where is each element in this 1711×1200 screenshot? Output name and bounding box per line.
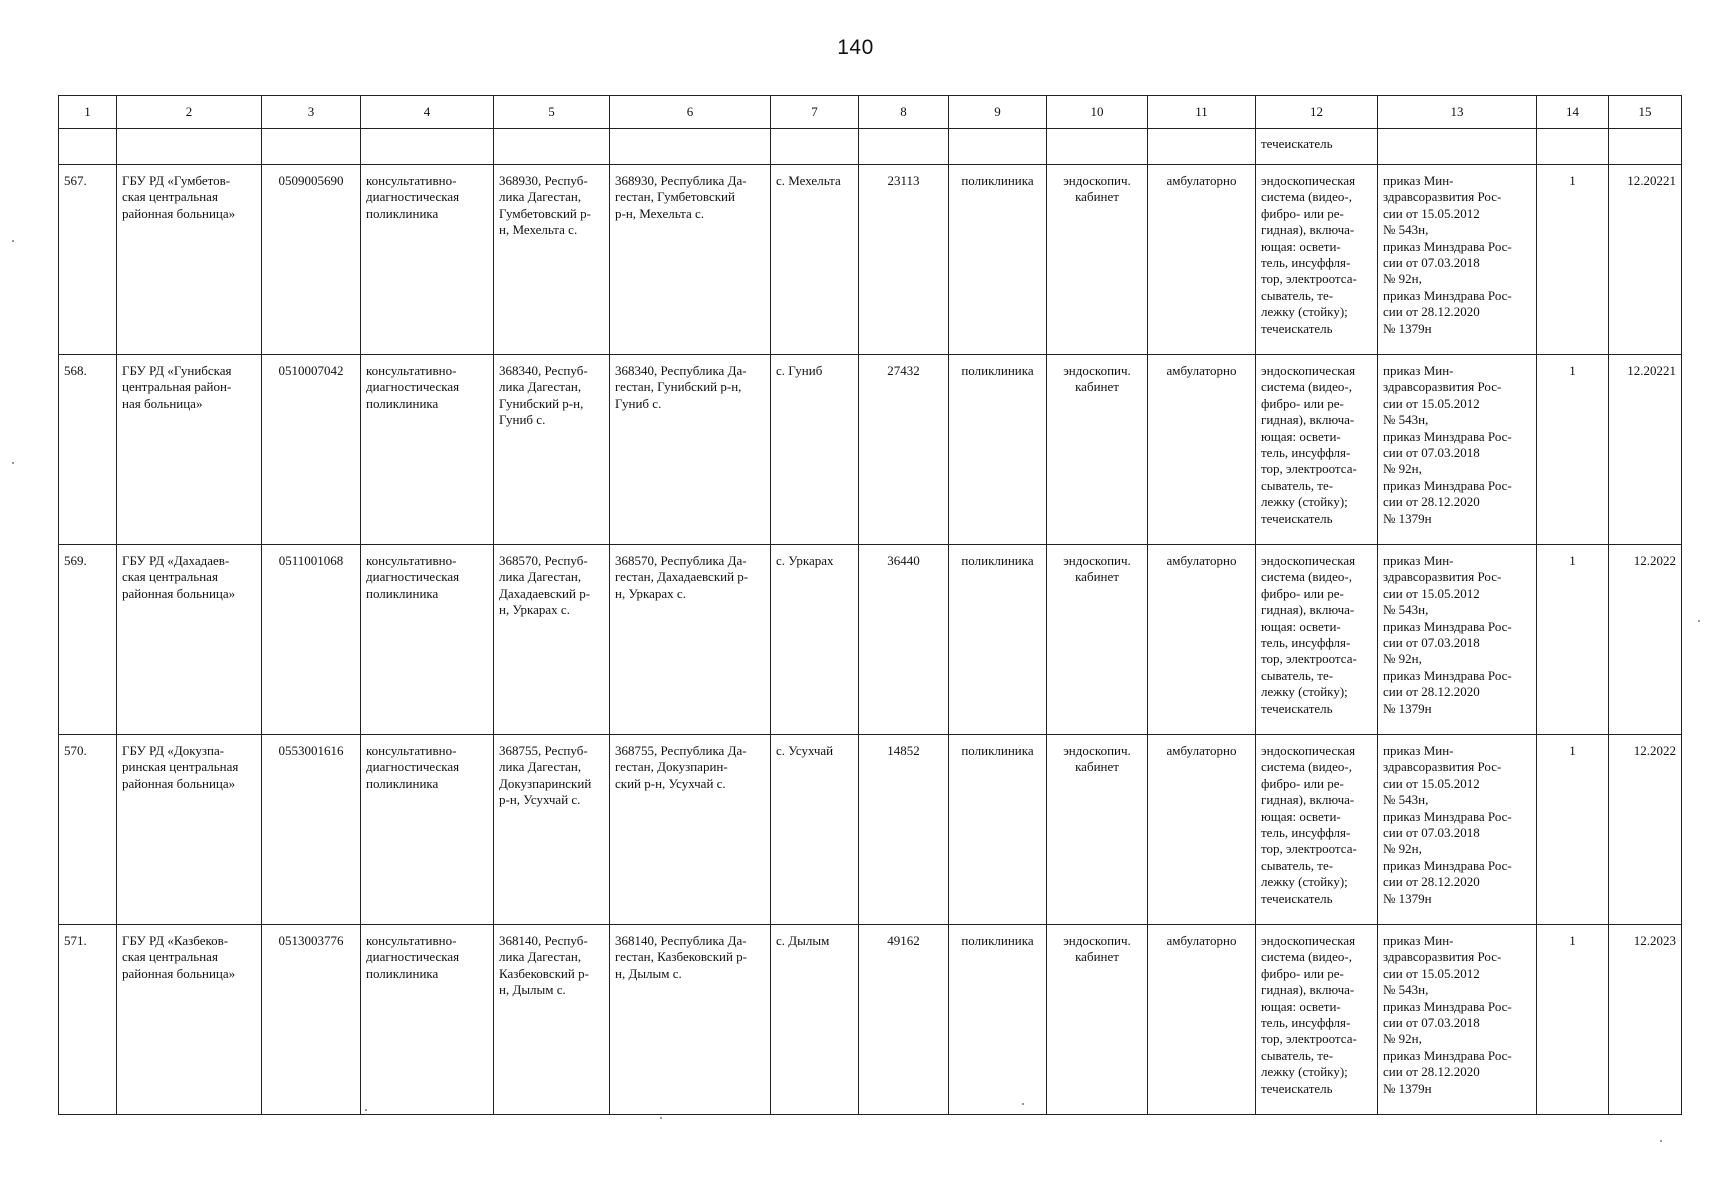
equipment-cell: эндоскопическая система (видео-, фибро- или ре- гидная), включа- ющая: освети- тель, инсуффля- тор, электроотса- сыватель, те- лежку (стойку); течеискатель <box>1256 355 1378 545</box>
settlement-cell: с. Уркарах <box>771 545 859 735</box>
scan-speck <box>365 1109 367 1111</box>
table-cell <box>610 129 771 165</box>
legal-basis-cell: приказ Мин- здравсоразвития Рос- сии от 15.05.2012 № 543н, приказ Минздрава Рос- сии от 07.03.2018 № 92н, приказ Минздрава Рос- сии от 28.12.2020 № 1379н <box>1378 165 1537 355</box>
table-cell <box>1378 129 1537 165</box>
population-cell: 27432 <box>859 355 949 545</box>
legal-address-cell: 368930, Респуб- лика Дагестан, Гумбетовский р- н, Мехельта с. <box>494 165 610 355</box>
organization-cell: ГБУ РД «Казбеков- ская центральная районная больница» <box>117 925 262 1115</box>
facility-type-cell: поликлиника <box>949 735 1047 925</box>
table-cell <box>1537 129 1609 165</box>
column-header: 8 <box>859 96 949 129</box>
table-cell <box>59 129 117 165</box>
column-header: 5 <box>494 96 610 129</box>
table-row <box>59 925 1682 1115</box>
table-cell <box>117 129 262 165</box>
scan-speck <box>1698 620 1700 622</box>
table-row <box>59 735 1682 925</box>
facility-type-cell: поликлиника <box>949 925 1047 1115</box>
unit-cell: эндоскопич. кабинет <box>1047 925 1148 1115</box>
unit-cell: эндоскопич. кабинет <box>1047 735 1148 925</box>
equipment-cell: эндоскопическая система (видео-, фибро- или ре- гидная), включа- ющая: освети- тель, инсуффля- тор, электроотса- сыватель, те- лежку (стойку); течеискатель <box>1256 545 1378 735</box>
population-cell: 23113 <box>859 165 949 355</box>
scan-speck <box>1022 1103 1024 1105</box>
legal-basis-cell: приказ Мин- здравсоразвития Рос- сии от 15.05.2012 № 543н, приказ Минздрава Рос- сии от 07.03.2018 № 92н, приказ Минздрава Рос- сии от 28.12.2020 № 1379н <box>1378 355 1537 545</box>
row-number: 571. <box>59 925 117 1115</box>
row-number: 568. <box>59 355 117 545</box>
care-mode-cell: амбулаторно <box>1148 735 1256 925</box>
legal-basis-cell: приказ Мин- здравсоразвития Рос- сии от 15.05.2012 № 543н, приказ Минздрава Рос- сии от 07.03.2018 № 92н, приказ Минздрава Рос- сии от 28.12.2020 № 1379н <box>1378 735 1537 925</box>
subdivision-cell: консультативно- диагностическая поликлиника <box>361 355 494 545</box>
column-header: 3 <box>262 96 361 129</box>
date-cell: 12.2022 <box>1609 545 1682 735</box>
legal-address-cell: 368340, Респуб- лика Дагестан, Гунибский р-н, Гуниб с. <box>494 355 610 545</box>
legal-basis-cell: приказ Мин- здравсоразвития Рос- сии от 15.05.2012 № 543н, приказ Минздрава Рос- сии от 07.03.2018 № 92н, приказ Минздрава Рос- сии от 28.12.2020 № 1379н <box>1378 545 1537 735</box>
inn-cell: 0513003776 <box>262 925 361 1115</box>
column-header: 15 <box>1609 96 1682 129</box>
care-mode-cell: амбулаторно <box>1148 545 1256 735</box>
facility-type-cell: поликлиника <box>949 165 1047 355</box>
table-cell <box>1148 129 1256 165</box>
page-number: 140 <box>837 36 874 59</box>
settlement-cell: с. Мехельта <box>771 165 859 355</box>
population-cell: 49162 <box>859 925 949 1115</box>
settlement-cell: с. Гуниб <box>771 355 859 545</box>
unit-cell: эндоскопич. кабинет <box>1047 545 1148 735</box>
row-number: 569. <box>59 545 117 735</box>
column-header: 13 <box>1378 96 1537 129</box>
equipment-cell: течеискатель <box>1256 129 1378 165</box>
subdivision-cell: консультативно- диагностическая поликлиника <box>361 735 494 925</box>
facility-type-cell: поликлиника <box>949 545 1047 735</box>
quantity-cell: 1 <box>1537 925 1609 1115</box>
date-cell: 12.20221 <box>1609 165 1682 355</box>
care-mode-cell: амбулаторно <box>1148 165 1256 355</box>
inn-cell: 0510007042 <box>262 355 361 545</box>
unit-cell: эндоскопич. кабинет <box>1047 355 1148 545</box>
continuation-row <box>59 129 1682 165</box>
population-cell: 36440 <box>859 545 949 735</box>
table-cell <box>494 129 610 165</box>
quantity-cell: 1 <box>1537 545 1609 735</box>
column-header: 2 <box>117 96 262 129</box>
quantity-cell: 1 <box>1537 735 1609 925</box>
organization-cell: ГБУ РД «Докузпа- ринская центральная районная больница» <box>117 735 262 925</box>
actual-address-cell: 368340, Республика Да- гестан, Гунибский р-н, Гуниб с. <box>610 355 771 545</box>
scan-speck <box>12 240 14 242</box>
subdivision-cell: консультативно- диагностическая поликлиника <box>361 165 494 355</box>
column-header: 6 <box>610 96 771 129</box>
scan-speck <box>660 1117 662 1119</box>
column-header: 10 <box>1047 96 1148 129</box>
column-header: 12 <box>1256 96 1378 129</box>
column-header: 9 <box>949 96 1047 129</box>
quantity-cell: 1 <box>1537 165 1609 355</box>
legal-address-cell: 368570, Респуб- лика Дагестан, Дахадаевский р- н, Уркарах с. <box>494 545 610 735</box>
equipment-cell: эндоскопическая система (видео-, фибро- или ре- гидная), включа- ющая: освети- тель, инсуффля- тор, электроотса- сыватель, те- лежку (стойку); течеискатель <box>1256 735 1378 925</box>
date-cell: 12.2023 <box>1609 925 1682 1115</box>
column-header: 4 <box>361 96 494 129</box>
care-mode-cell: амбулаторно <box>1148 355 1256 545</box>
quantity-cell: 1 <box>1537 355 1609 545</box>
actual-address-cell: 368755, Республика Да- гестан, Докузпарин- ский р-н, Усухчай с. <box>610 735 771 925</box>
actual-address-cell: 368930, Республика Да- гестан, Гумбетовский р-н, Мехельта с. <box>610 165 771 355</box>
scan-speck <box>12 462 14 464</box>
equipment-cell: эндоскопическая система (видео-, фибро- или ре- гидная), включа- ющая: освети- тель, инсуффля- тор, электроотса- сыватель, те- лежку (стойку); течеискатель <box>1256 925 1378 1115</box>
table-row <box>59 165 1682 355</box>
inn-cell: 0509005690 <box>262 165 361 355</box>
organization-cell: ГБУ РД «Гунибская центральная район- ная больница» <box>117 355 262 545</box>
care-mode-cell: амбулаторно <box>1148 925 1256 1115</box>
date-cell: 12.2022 <box>1609 735 1682 925</box>
table-cell <box>361 129 494 165</box>
legal-basis-cell: приказ Мин- здравсоразвития Рос- сии от 15.05.2012 № 543н, приказ Минздрава Рос- сии от 07.03.2018 № 92н, приказ Минздрава Рос- сии от 28.12.2020 № 1379н <box>1378 925 1537 1115</box>
subdivision-cell: консультативно- диагностическая поликлиника <box>361 545 494 735</box>
equipment-cell: эндоскопическая система (видео-, фибро- или ре- гидная), включа- ющая: освети- тель, инсуффля- тор, электроотса- сыватель, те- лежку (стойку); течеискатель <box>1256 165 1378 355</box>
population-cell: 14852 <box>859 735 949 925</box>
subdivision-cell: консультативно- диагностическая поликлиника <box>361 925 494 1115</box>
column-header: 11 <box>1148 96 1256 129</box>
table-cell <box>771 129 859 165</box>
column-header: 7 <box>771 96 859 129</box>
table-cell <box>1047 129 1148 165</box>
row-number: 567. <box>59 165 117 355</box>
actual-address-cell: 368570, Республика Да- гестан, Дахадаевский р- н, Уркарах с. <box>610 545 771 735</box>
table-cell <box>859 129 949 165</box>
scan-speck <box>1660 1140 1662 1142</box>
column-header: 14 <box>1537 96 1609 129</box>
table-cell <box>949 129 1047 165</box>
table-row <box>59 545 1682 735</box>
actual-address-cell: 368140, Республика Да- гестан, Казбековский р- н, Дылым с. <box>610 925 771 1115</box>
table-row <box>59 355 1682 545</box>
organization-cell: ГБУ РД «Гумбетов- ская центральная районная больница» <box>117 165 262 355</box>
row-number: 570. <box>59 735 117 925</box>
settlement-cell: с. Дылым <box>771 925 859 1115</box>
table-cell <box>1609 129 1682 165</box>
unit-cell: эндоскопич. кабинет <box>1047 165 1148 355</box>
registry-table <box>58 95 1682 1115</box>
table-header-row <box>59 96 1682 129</box>
inn-cell: 0553001616 <box>262 735 361 925</box>
table-cell <box>262 129 361 165</box>
inn-cell: 0511001068 <box>262 545 361 735</box>
organization-cell: ГБУ РД «Дахадаев- ская центральная районная больница» <box>117 545 262 735</box>
facility-type-cell: поликлиника <box>949 355 1047 545</box>
column-header: 1 <box>59 96 117 129</box>
settlement-cell: с. Усухчай <box>771 735 859 925</box>
legal-address-cell: 368755, Респуб- лика Дагестан, Докузпаринский р-н, Усухчай с. <box>494 735 610 925</box>
date-cell: 12.20221 <box>1609 355 1682 545</box>
legal-address-cell: 368140, Респуб- лика Дагестан, Казбековский р- н, Дылым с. <box>494 925 610 1115</box>
